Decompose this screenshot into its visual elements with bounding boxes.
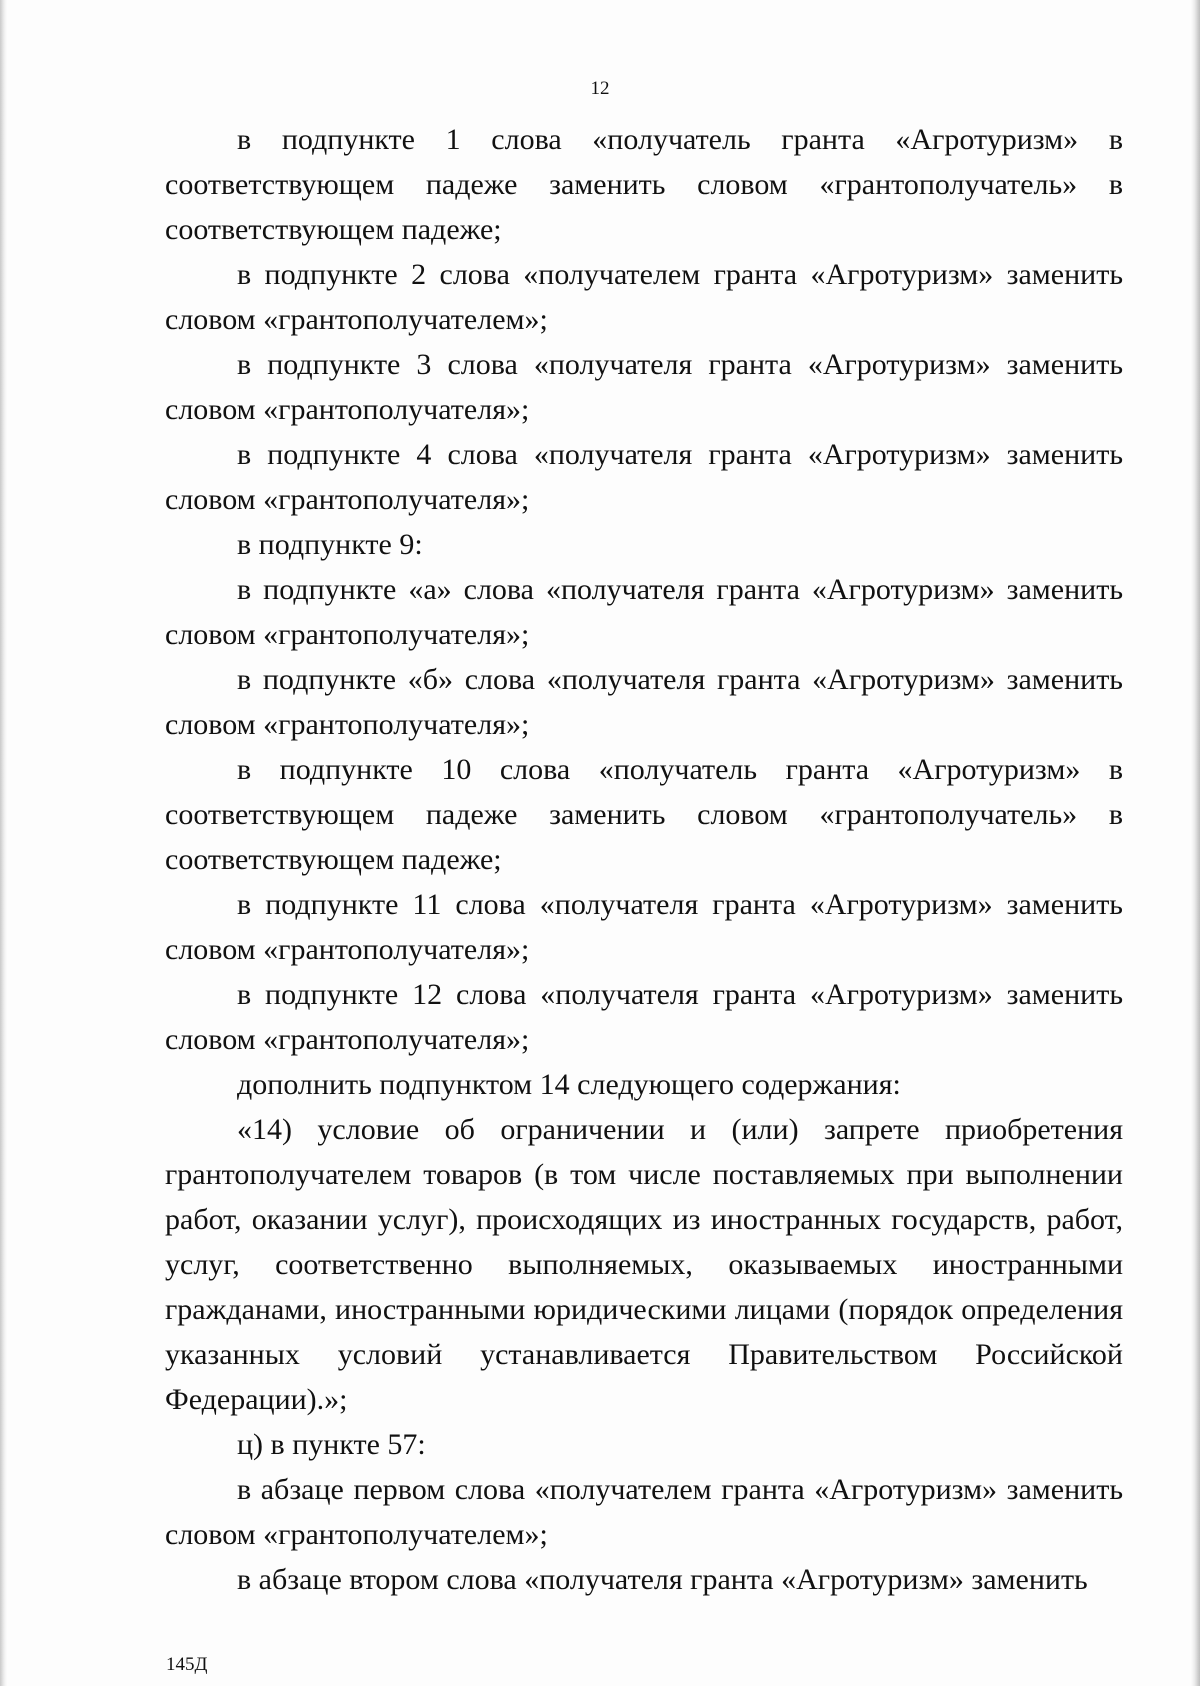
paragraph: в подпункте «а» слова «получателя гранта «Агротуризм» заменить словом «грантополучателя»; [165,573,1123,651]
paragraph: в подпункте 11 слова «получателя гранта «Агротуризм» заменить словом «грантополучателя»; [165,888,1123,966]
paragraph: в абзаце первом слова «получателем гранта «Агротуризм» заменить словом «грантополучателем»; [165,1473,1123,1551]
document-code: 145Д [166,1654,208,1675]
paragraph: ц) в пункте 57: [237,1428,426,1461]
paragraph: в подпункте 4 слова «получателя гранта «Агротуризм» заменить словом «грантополучателя»; [165,438,1123,516]
paragraph: в подпункте 3 слова «получателя гранта «Агротуризм» заменить словом «грантополучателя»; [165,348,1123,426]
paragraph: в подпункте «б» слова «получателя гранта «Агротуризм» заменить словом «грантополучателя»; [165,663,1123,741]
page-number: 12 [590,78,610,99]
scan-edge-right [1191,0,1200,1686]
paragraph: в подпункте 1 слова «получатель гранта «Агротуризм» в соответствующем падеже заменить словом «грантополучатель» в соответствующем падеже; [165,123,1123,246]
document-body [165,117,1123,1602]
scan-edge-left [0,0,7,1686]
paragraph: в подпункте 12 слова «получателя гранта «Агротуризм» заменить словом «грантополучателя»; [165,978,1123,1056]
paragraph: в подпункте 10 слова «получатель гранта «Агротуризм» в соответствующем падеже заменить словом «грантополучатель» в соответствующем падеже; [165,753,1123,876]
paragraph: дополнить подпунктом 14 следующего содержания: [237,1068,901,1101]
paragraph: в подпункте 9: [237,528,423,561]
paragraph: в подпункте 2 слова «получателем гранта «Агротуризм» заменить словом «грантополучателем»; [165,258,1123,336]
paragraph: «14) условие об ограничении и (или) запрете приобретения грантополучателем товаров (в том числе поставляемых при выполнении работ, оказании услуг), происходящих из иностранных государств, работ, услуг, соответственно выполняемых, оказываемых иностранными гражданами, иностранными юридическими лицами (порядок определения указанных условий устанавливается Правительством Российской Федерации).»; [165,1113,1123,1416]
paragraph: в абзаце втором слова «получателя гранта «Агротуризм» заменить [237,1563,1088,1596]
